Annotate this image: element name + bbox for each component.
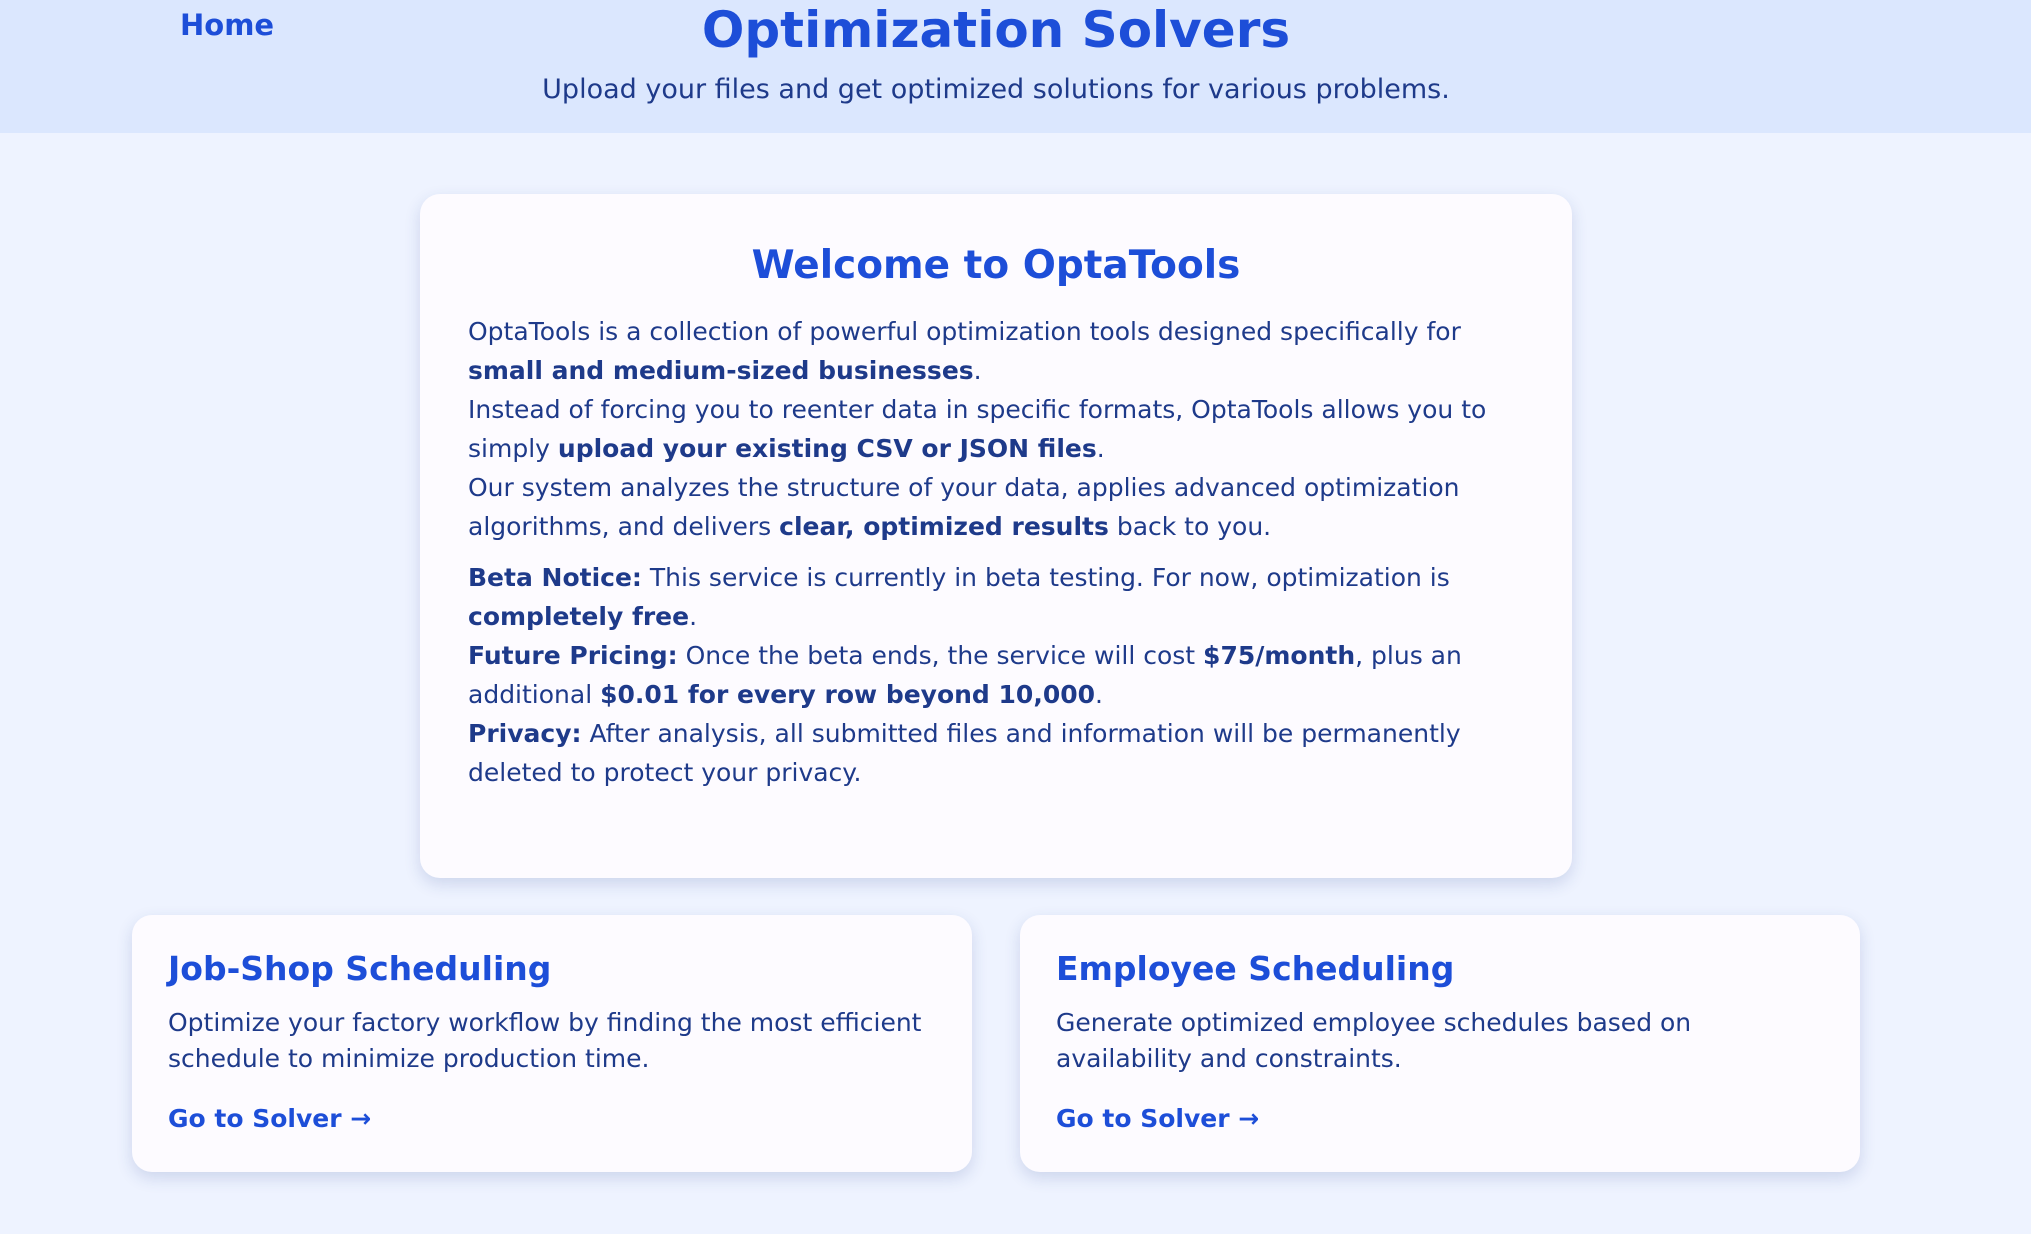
solver-card-employee bbox=[1020, 915, 1860, 1172]
intro-paragraph-upload: Instead of forcing you to reenter data in specific formats, OptaTools allows you to simply upload your existing CSV or JSON files. bbox=[468, 395, 1487, 463]
home-link[interactable]: Home bbox=[180, 8, 275, 42]
page-subtitle: Upload your files and get optimized solutions for various problems. bbox=[542, 74, 1450, 105]
solver-title: Employee Scheduling bbox=[1056, 949, 1455, 988]
privacy-notice: Privacy: After analysis, all submitted files and information will be permanently deleted to protect your privacy. bbox=[468, 719, 1461, 787]
go-to-solver-link[interactable]: Go to Solver → bbox=[1056, 1104, 1260, 1133]
solver-title: Job-Shop Scheduling bbox=[168, 949, 552, 988]
page-title: Optimization Solvers bbox=[701, 1, 1291, 59]
solver-card-job-shop bbox=[132, 915, 972, 1172]
beta-notice: Beta Notice: This service is currently in beta testing. For now, optimization is completely free. bbox=[468, 563, 1450, 631]
go-to-solver-link[interactable]: Go to Solver → bbox=[168, 1104, 372, 1133]
solver-description: Generate optimized employee schedules based on availability and constraints. bbox=[1056, 1008, 1692, 1073]
welcome-card bbox=[420, 194, 1572, 878]
future-pricing: Future Pricing: Once the beta ends, the service will cost $75/month, plus an additional $0.01 for every row beyond 10,000. bbox=[468, 641, 1462, 709]
intro-paragraph-results: Our system analyzes the structure of your data, applies advanced optimization algorithms, and delivers clear, optimized results back to you. bbox=[468, 473, 1460, 541]
page-header bbox=[0, 0, 2031, 133]
solver-description: Optimize your factory workflow by finding the most efficient schedule to minimize production time. bbox=[168, 1008, 922, 1073]
intro-paragraph-audience: OptaTools is a collection of powerful optimization tools designed specifically for small and medium-sized businesses. bbox=[468, 317, 1461, 385]
welcome-title: Welcome to OptaTools bbox=[751, 243, 1241, 288]
